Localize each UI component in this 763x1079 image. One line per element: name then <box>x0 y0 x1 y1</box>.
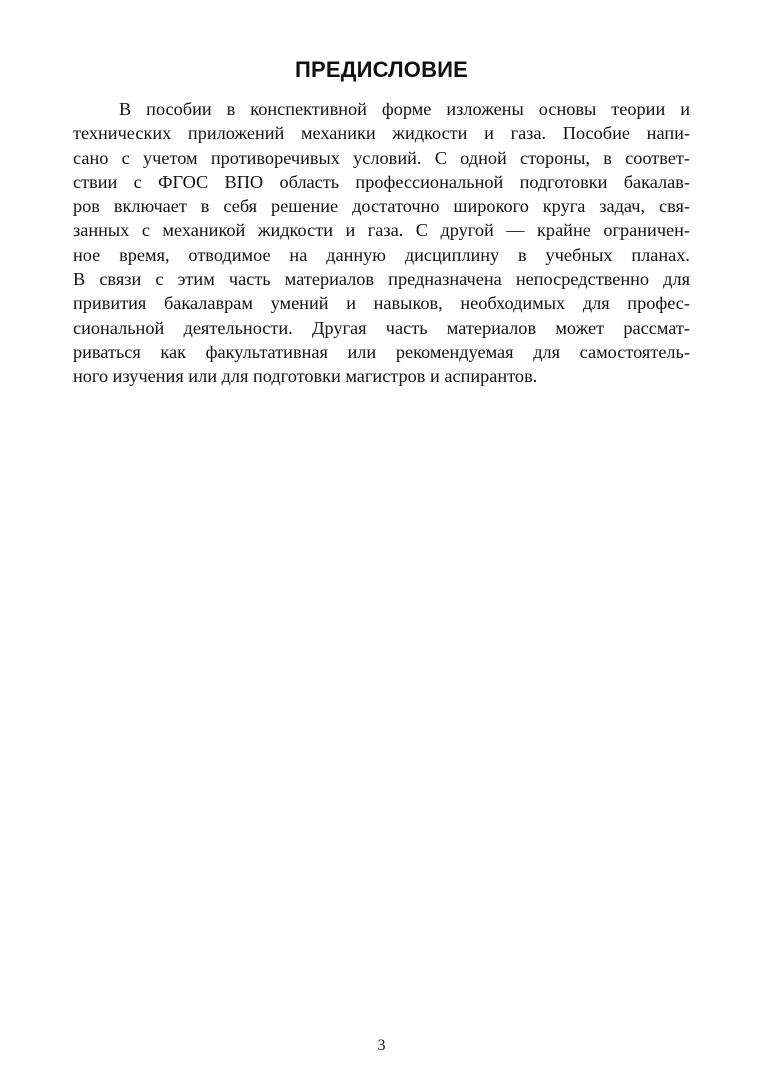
paragraph-line: технических приложений механики жидкости и газа. Пособие напи- <box>73 123 690 144</box>
page-title: ПРЕДИСЛОВИЕ <box>294 57 469 82</box>
paragraph-line: риваться как факультативная или рекомендуемая для самостоятель- <box>73 341 690 362</box>
paragraph-line: сиональной деятельности. Другая часть материалов может рассмат- <box>73 317 690 338</box>
page-number: 3 <box>377 1037 386 1054</box>
paragraph-line: В связи с этим часть материалов предназначена непосредственно для <box>73 269 690 290</box>
paragraph-line: ного изучения или для подготовки магистров и аспирантов. <box>73 366 538 387</box>
paragraph-line: привития бакалаврам умений и навыков, необходимых для профес- <box>73 293 690 314</box>
paragraph-line: ствии с ФГОС ВПО область профессиональной подготовки бакалав- <box>73 171 690 192</box>
paragraph-line: сано с учетом противоречивых условий. С одной стороны, в соответ- <box>73 147 690 168</box>
paragraph-line: занных с механикой жидкости и газа. С другой — крайне ограничен- <box>73 220 690 241</box>
paragraph-line: В пособии в конспективной форме изложены основы теории и <box>119 99 690 119</box>
preface-paragraph <box>73 97 690 389</box>
paragraph-line: ное время, отводимое на данную дисциплину в учебных планах. <box>73 244 690 265</box>
paragraph-line: ров включает в себя решение достаточно широкого круга задач, свя- <box>73 196 690 217</box>
